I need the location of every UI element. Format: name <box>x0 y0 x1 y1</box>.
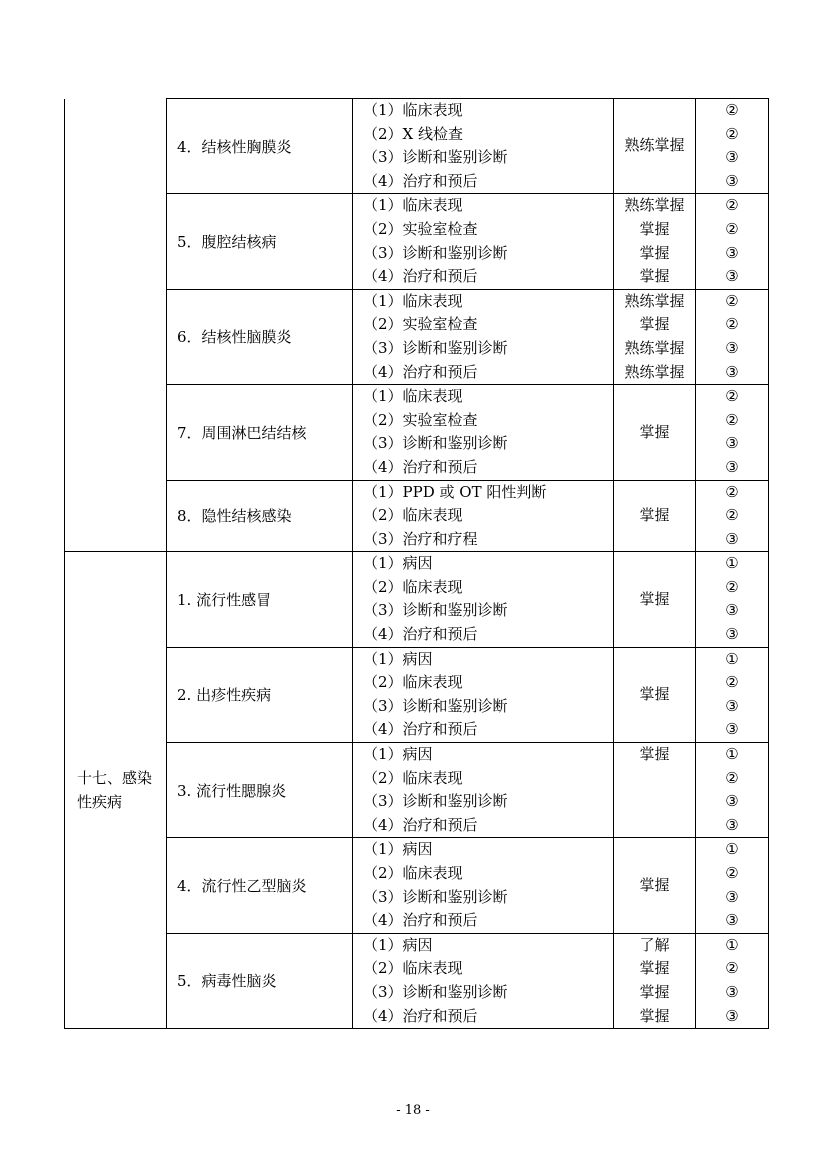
topic-cell: 2. 出疹性疾病 <box>167 647 353 742</box>
item-line: （1）病因 <box>363 935 433 954</box>
requirement-cell <box>614 933 696 1028</box>
item-line: （4）治疗和预后 <box>363 720 478 739</box>
level-mark: ② <box>725 768 739 787</box>
topic-cell: 5．病毒性脑炎 <box>167 933 353 1028</box>
requirement-text: 掌握 <box>639 685 670 704</box>
item-line: （1）临床表现 <box>363 101 463 119</box>
item-line: （3）诊断和鉴别诊断 <box>363 887 508 906</box>
requirement-text: 掌握 <box>639 959 670 978</box>
item-line: （2）临床表现 <box>363 673 463 692</box>
level-mark: ② <box>725 315 739 334</box>
requirement-cell <box>614 647 696 742</box>
item-line: （1）病因 <box>363 554 433 573</box>
requirement-text: 掌握 <box>639 745 670 764</box>
requirement-text: 掌握 <box>639 422 670 441</box>
items-cell <box>353 838 614 933</box>
item-line: （3）诊断和鉴别诊断 <box>363 338 508 357</box>
item-line: （1）临床表现 <box>363 387 463 406</box>
item-line: （2）实验室检查 <box>363 315 478 334</box>
table-row <box>65 838 769 933</box>
level-cell <box>696 647 769 742</box>
table-row <box>65 933 769 1028</box>
level-mark: ③ <box>725 267 739 286</box>
level-mark: ③ <box>725 171 739 190</box>
level-mark: ① <box>725 554 739 573</box>
level-mark: ③ <box>725 601 739 620</box>
table-row <box>65 194 769 289</box>
item-line: （2）临床表现 <box>363 864 463 882</box>
requirement-text: 熟练掌握 <box>624 338 685 357</box>
level-mark: ② <box>725 410 739 429</box>
level-mark: ③ <box>725 720 739 739</box>
item-line: （3）诊断和鉴别诊断 <box>363 792 508 811</box>
level-mark: ③ <box>725 457 739 476</box>
level-mark: ② <box>725 673 739 692</box>
topic-cell: 8．隐性结核感染 <box>167 480 353 552</box>
table-row <box>65 289 769 384</box>
items-cell <box>353 99 614 194</box>
item-line: （3）诊断和鉴别诊断 <box>363 696 508 715</box>
level-mark: ② <box>725 387 739 406</box>
item-line: （4）治疗和预后 <box>363 625 478 644</box>
requirement-cell <box>614 552 696 647</box>
requirement-cell <box>614 194 696 289</box>
topic-cell: 5．腹腔结核病 <box>167 194 353 289</box>
item-line: （2）临床表现 <box>363 577 463 596</box>
requirement-text: 了解 <box>639 935 670 954</box>
page-number: - 18 - <box>396 1103 430 1118</box>
level-mark: ③ <box>725 338 739 357</box>
topic-cell: 3. 流行性腮腺炎 <box>167 743 353 838</box>
requirement-text: 掌握 <box>639 243 670 262</box>
item-line: （3）诊断和鉴别诊断 <box>363 148 508 167</box>
item-line: （4）治疗和预后 <box>363 267 478 286</box>
level-mark: ③ <box>725 434 739 453</box>
item-line: （4）治疗和预后 <box>363 911 478 930</box>
items-cell <box>353 289 614 384</box>
item-line: （3）诊断和鉴别诊断 <box>363 434 508 453</box>
requirement-text: 熟练掌握 <box>624 362 685 381</box>
level-mark: ② <box>725 124 739 143</box>
item-line: （2）临床表现 <box>363 959 463 978</box>
items-cell <box>353 194 614 289</box>
item-line: （2）X 线检查 <box>363 124 463 143</box>
item-line: （1）病因 <box>363 840 433 859</box>
item-line: （2）实验室检查 <box>363 219 478 238</box>
syllabus-table <box>64 98 769 1029</box>
level-cell <box>696 194 769 289</box>
items-cell <box>353 743 614 838</box>
level-mark: ② <box>725 577 739 596</box>
level-mark: ③ <box>725 1006 739 1025</box>
requirement-cell <box>614 838 696 933</box>
level-mark: ② <box>725 219 739 238</box>
requirement-text: 掌握 <box>639 875 670 894</box>
item-line: （1）病因 <box>363 745 433 764</box>
item-line: （4）治疗和预后 <box>363 815 478 834</box>
level-mark: ③ <box>725 625 739 644</box>
requirement-text: 掌握 <box>639 219 670 238</box>
table-row <box>65 743 769 838</box>
level-mark: ③ <box>725 982 739 1001</box>
level-mark: ① <box>725 840 739 859</box>
requirement-cell <box>614 743 696 838</box>
table-row <box>65 480 769 552</box>
level-mark: ② <box>725 959 739 978</box>
items-cell <box>353 385 614 480</box>
level-cell <box>696 99 769 194</box>
level-mark: ② <box>725 291 739 310</box>
item-line: （1）PPD 或 OT 阳性判断 <box>363 482 547 501</box>
item-line: （3）诊断和鉴别诊断 <box>363 243 508 262</box>
level-cell <box>696 933 769 1028</box>
topic-cell: 7．周围淋巴结结核 <box>167 385 353 480</box>
topic-cell: 6．结核性脑膜炎 <box>167 289 353 384</box>
requirement-text: 掌握 <box>639 982 670 1001</box>
topic-cell: 4．流行性乙型脑炎 <box>167 838 353 933</box>
item-line: （2）临床表现 <box>363 768 463 787</box>
requirement-text: 熟练掌握 <box>624 196 685 215</box>
level-cell <box>696 552 769 647</box>
item-line: （3）诊断和鉴别诊断 <box>363 982 508 1001</box>
category-cell-continued <box>65 99 167 552</box>
item-line: （3）诊断和鉴别诊断 <box>363 601 508 620</box>
item-line: （2）临床表现 <box>363 506 463 525</box>
item-line: （1）临床表现 <box>363 291 463 310</box>
requirement-cell <box>614 385 696 480</box>
table-row <box>65 99 769 194</box>
item-line: （3）治疗和疗程 <box>363 529 478 548</box>
requirement-text: 掌握 <box>639 506 670 525</box>
requirement-cell <box>614 99 696 194</box>
item-line: （2）实验室检查 <box>363 410 478 429</box>
level-mark: ② <box>725 482 739 501</box>
level-cell <box>696 480 769 552</box>
level-cell <box>696 385 769 480</box>
level-mark: ③ <box>725 815 739 834</box>
item-line: （4）治疗和预后 <box>363 362 478 381</box>
level-mark: ① <box>725 649 739 668</box>
level-mark: ③ <box>725 362 739 381</box>
requirement-text: 熟练掌握 <box>624 291 685 310</box>
items-cell <box>353 552 614 647</box>
item-line: （1）临床表现 <box>363 196 463 215</box>
requirement-cell <box>614 289 696 384</box>
topic-cell: 4．结核性胸膜炎 <box>167 99 353 194</box>
level-cell <box>696 289 769 384</box>
items-cell <box>353 647 614 742</box>
level-mark: ② <box>725 506 739 525</box>
level-mark: ② <box>725 196 739 215</box>
table-row <box>65 385 769 480</box>
level-cell <box>696 838 769 933</box>
item-line: （4）治疗和预后 <box>363 1006 478 1025</box>
level-mark: ② <box>725 864 739 882</box>
level-mark: ③ <box>725 911 739 930</box>
level-mark: ① <box>725 745 739 764</box>
level-mark: ② <box>725 101 739 119</box>
requirement-cell <box>614 480 696 552</box>
requirement-text: 掌握 <box>639 315 670 334</box>
items-cell <box>353 480 614 552</box>
level-mark: ③ <box>725 887 739 906</box>
requirement-text: 掌握 <box>639 589 670 608</box>
level-mark: ③ <box>725 529 739 548</box>
category-cell: 十七、感染性疾病 <box>65 552 167 1029</box>
items-cell <box>353 933 614 1028</box>
topic-cell: 1. 流行性感冒 <box>167 552 353 647</box>
item-line: （4）治疗和预后 <box>363 457 478 476</box>
level-mark: ③ <box>725 792 739 811</box>
table-row <box>65 647 769 742</box>
requirement-text: 熟练掌握 <box>624 136 685 155</box>
level-mark: ③ <box>725 148 739 167</box>
level-mark: ① <box>725 935 739 954</box>
item-line: （1）病因 <box>363 649 433 668</box>
requirement-text: 掌握 <box>639 1006 670 1025</box>
level-mark: ③ <box>725 243 739 262</box>
level-cell <box>696 743 769 838</box>
item-line: （4）治疗和预后 <box>363 171 478 190</box>
table-row <box>65 552 769 647</box>
level-mark: ③ <box>725 696 739 715</box>
requirement-text: 掌握 <box>639 267 670 286</box>
